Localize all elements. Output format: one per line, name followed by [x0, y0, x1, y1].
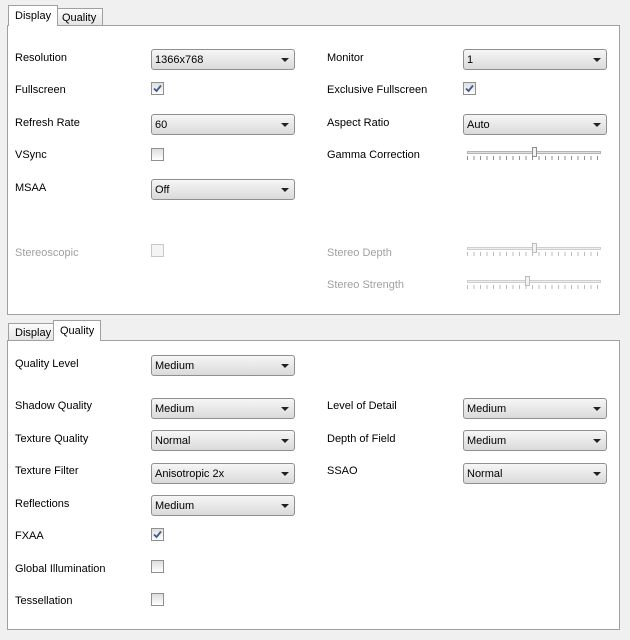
reflections-select[interactable]: [151, 495, 295, 516]
chevron-down-icon: [593, 472, 601, 476]
refresh-rate-select[interactable]: [151, 114, 295, 135]
ssao-value: Normal: [467, 468, 503, 480]
fullscreen-checkbox[interactable]: [151, 82, 164, 95]
shadow-quality-select[interactable]: [151, 398, 295, 419]
aspect-ratio-value: Auto: [467, 119, 490, 131]
chevron-down-icon: [593, 123, 601, 127]
monitor-label: Monitor: [327, 52, 364, 64]
global-illumination-label: Global Illumination: [15, 563, 106, 575]
chevron-down-icon: [281, 439, 289, 443]
chevron-down-icon: [593, 407, 601, 411]
reflections-value: Medium: [155, 500, 195, 512]
resolution-select[interactable]: [151, 49, 295, 70]
vsync-checkbox[interactable]: [151, 148, 164, 161]
resolution-value: 1366x768: [155, 54, 204, 66]
chevron-down-icon: [281, 58, 289, 62]
check-mark-icon: [153, 84, 162, 93]
refresh-rate-value: 60: [155, 119, 168, 131]
quality-level-select[interactable]: [151, 355, 295, 376]
stereo-strength-label: Stereo Strength: [327, 279, 405, 291]
quality-panel: [7, 340, 620, 630]
gamma-correction-label: Gamma Correction: [327, 149, 420, 161]
texture-filter-value: Anisotropic 2x: [155, 468, 225, 480]
chevron-down-icon: [593, 439, 601, 443]
slider-handle[interactable]: [532, 147, 537, 157]
chevron-down-icon: [281, 364, 289, 368]
msaa-select[interactable]: [151, 179, 295, 200]
slider-handle[interactable]: [525, 276, 530, 286]
level-of-detail-value: Medium: [467, 403, 507, 415]
check-mark-icon: [153, 530, 162, 539]
stereo-depth-label: Stereo Depth: [327, 247, 392, 259]
exclusive-fullscreen-label: Exclusive Fullscreen: [327, 84, 428, 96]
aspect-ratio-select[interactable]: [463, 114, 607, 135]
fxaa-label: FXAA: [15, 530, 44, 542]
fxaa-checkbox[interactable]: [151, 528, 164, 541]
depth-of-field-select[interactable]: [463, 430, 607, 451]
exclusive-fullscreen-checkbox[interactable]: [463, 82, 476, 95]
stereoscopic-label: Stereoscopic: [15, 247, 79, 259]
texture-quality-label: Texture Quality: [15, 433, 89, 445]
shadow-quality-label: Shadow Quality: [15, 400, 93, 412]
gamma-correction-slider[interactable]: [467, 147, 601, 163]
chevron-down-icon: [593, 58, 601, 62]
check-mark-icon: [465, 84, 474, 93]
slider-groove: [467, 280, 601, 283]
quality-level-label: Quality Level: [15, 358, 79, 370]
ssao-label: SSAO: [327, 465, 358, 477]
tessellation-label: Tessellation: [15, 595, 73, 607]
ssao-select[interactable]: [463, 463, 607, 484]
resolution-label: Resolution: [15, 52, 67, 64]
monitor-value: 1: [467, 54, 474, 66]
refresh-rate-label: Refresh Rate: [15, 117, 80, 129]
depth-of-field-label: Depth of Field: [327, 433, 396, 445]
texture-filter-select[interactable]: [151, 463, 295, 484]
tab-display[interactable]: Display: [8, 5, 58, 26]
tab-quality[interactable]: Quality: [53, 320, 101, 341]
chevron-down-icon: [281, 123, 289, 127]
stereoscopic-checkbox[interactable]: [151, 244, 164, 257]
chevron-down-icon: [281, 472, 289, 476]
chevron-down-icon: [281, 504, 289, 508]
chevron-down-icon: [281, 407, 289, 411]
quality-level-value: Medium: [155, 360, 195, 372]
shadow-quality-value: Medium: [155, 403, 195, 415]
aspect-ratio-label: Aspect Ratio: [327, 117, 390, 129]
fullscreen-label: Fullscreen: [15, 84, 66, 96]
msaa-label: MSAA: [15, 182, 47, 194]
texture-quality-value: Normal: [155, 435, 191, 447]
texture-filter-label: Texture Filter: [15, 465, 79, 477]
slider-handle[interactable]: [532, 243, 537, 253]
msaa-value: Off: [155, 184, 170, 196]
depth-of-field-value: Medium: [467, 435, 507, 447]
global-illumination-checkbox[interactable]: [151, 560, 164, 573]
reflections-label: Reflections: [15, 498, 70, 510]
stereo-depth-slider[interactable]: [467, 243, 601, 259]
level-of-detail-select[interactable]: [463, 398, 607, 419]
slider-ticks: [467, 285, 601, 289]
tab-display[interactable]: Display: [8, 323, 58, 341]
level-of-detail-label: Level of Detail: [327, 400, 397, 412]
tab-quality[interactable]: Quality: [55, 8, 103, 26]
tessellation-checkbox[interactable]: [151, 593, 164, 606]
monitor-select[interactable]: [463, 49, 607, 70]
chevron-down-icon: [281, 188, 289, 192]
vsync-label: VSync: [15, 149, 47, 161]
texture-quality-select[interactable]: [151, 430, 295, 451]
stereo-strength-slider[interactable]: [467, 276, 601, 292]
